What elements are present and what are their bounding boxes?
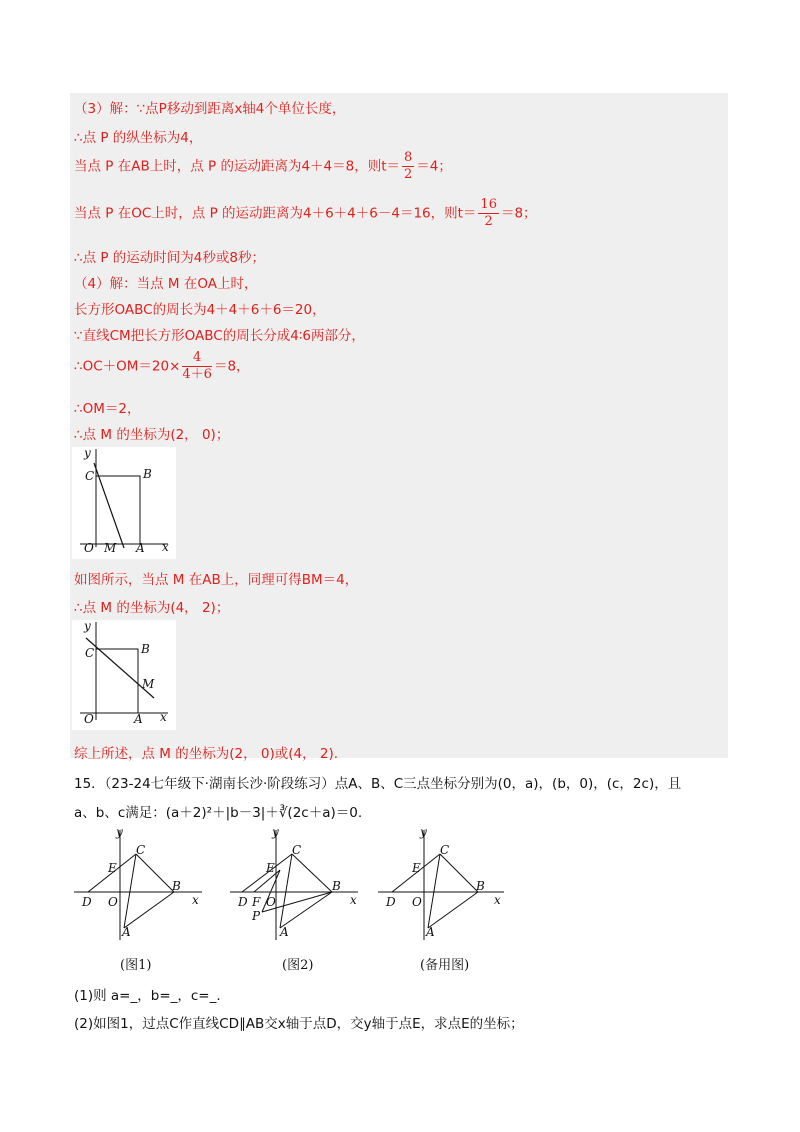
o-label: O <box>84 712 94 726</box>
x-label: x <box>160 710 167 724</box>
y-label: y <box>272 828 279 839</box>
x-label: x <box>494 893 501 907</box>
d-label: D <box>238 895 248 909</box>
c-label: C <box>292 843 302 857</box>
y-label: y <box>420 828 427 839</box>
y-label: y <box>84 620 91 633</box>
caption-backup: (备用图) <box>420 958 470 973</box>
sol-line-3: 当点 P 在AB上时，点 P 的运动距离为4＋4＝8，则t＝ $\frac{8}{2}$ ＝4； <box>74 150 452 182</box>
c-label: C <box>136 843 146 857</box>
sol-line-8: ∵直线CM把长方形OABC的周长分成4∶6两部分， <box>74 328 365 344</box>
sol-line-12: 如图所示，当点 M 在AB上，同理可得BM＝4， <box>74 572 359 588</box>
b-label: B <box>172 879 181 893</box>
caption-fig1: (图1) <box>120 958 152 973</box>
o-label: O <box>266 895 276 909</box>
c-label: C <box>85 646 95 660</box>
part-2: (2)如图1，过点C作直线CD∥AB交x轴于点D，交y轴于点E，求点E的坐标； <box>74 1016 524 1032</box>
x-label: x <box>162 540 169 554</box>
a-label: A <box>280 925 289 939</box>
sol-line-5: ∴点 P 的运动时间为4秒或8秒； <box>74 250 265 266</box>
m-label: M <box>142 677 155 691</box>
figure-m-on-oa <box>72 447 176 559</box>
p-label: P <box>252 909 261 923</box>
caption-fig2: (图2) <box>282 958 314 973</box>
f-label: F <box>252 895 261 909</box>
part-1: (1)则 a=_，b=_，c=_. <box>74 988 221 1004</box>
e-label: E <box>266 861 275 875</box>
sol-line-11: ∴点 M 的坐标为(2， 0)； <box>74 427 230 443</box>
x-label: x <box>350 893 357 907</box>
sol-line-7: 长方形OABC的周长为4＋4＋6＋6＝20， <box>74 302 326 318</box>
a-label: A <box>122 925 131 939</box>
b-label: B <box>143 467 152 481</box>
sol-line-14: 综上所述，点 M 的坐标为(2， 0)或(4， 2). <box>74 746 339 762</box>
d-label: D <box>82 895 92 909</box>
problem-line-1: 15．（23-24七年级下·湖南长沙·阶段练习）点A、B、C三点坐标分别为(0，a)，(b，0)，(c，2c)，且 <box>74 776 682 792</box>
b-label: B <box>476 879 485 893</box>
e-label: E <box>108 861 117 875</box>
o-label: O <box>108 895 118 909</box>
sol-line-6: （4）解：当点 M 在OA上时， <box>74 276 258 292</box>
sol-line-1: （3）解：∵点P移动到距离x轴4个单位长度， <box>74 101 346 117</box>
a-label: A <box>136 541 145 555</box>
b-label: B <box>332 879 341 893</box>
d-label: D <box>386 895 396 909</box>
fraction: $\frac{16}{2}$ <box>480 197 497 229</box>
o-label: O <box>84 541 94 555</box>
sol-line-10: ∴OM＝2， <box>74 401 141 417</box>
o-label: O <box>412 895 422 909</box>
b-label: B <box>141 642 150 656</box>
c-label: C <box>440 843 450 857</box>
a-label: A <box>426 925 435 939</box>
y-label: y <box>84 447 91 460</box>
m-label: M <box>104 541 117 555</box>
figure-backup <box>378 828 508 948</box>
figure-m-on-ab <box>72 620 176 730</box>
fraction: $\frac{4}{4+6}$ <box>182 350 212 382</box>
y-label: y <box>116 828 123 839</box>
sol-line-13: ∴点 M 的坐标为(4， 2)； <box>74 600 230 616</box>
sol-line-4: 当点 P 在OC上时，点 P 的运动距离为4＋6＋4＋6－4＝16，则t＝ $\frac{16}{2}$ ＝8； <box>74 197 537 229</box>
problem-line-2: a、b、c满足：(a＋2)²＋|b－3|＋∛(2c＋a)＝0. <box>74 805 363 821</box>
c-label: C <box>85 469 95 483</box>
sol-line-2: ∴点 P 的纵坐标为4， <box>74 130 203 146</box>
fraction: $\frac{8}{2}$ <box>404 150 413 182</box>
figure-1 <box>74 828 204 948</box>
x-label: x <box>192 893 199 907</box>
a-label: A <box>134 712 143 726</box>
figure-2 <box>228 828 360 948</box>
e-label: E <box>412 861 421 875</box>
sol-line-9: ∴OC＋OM＝20× $\frac{4}{4+6}$ ＝8， <box>74 350 250 382</box>
